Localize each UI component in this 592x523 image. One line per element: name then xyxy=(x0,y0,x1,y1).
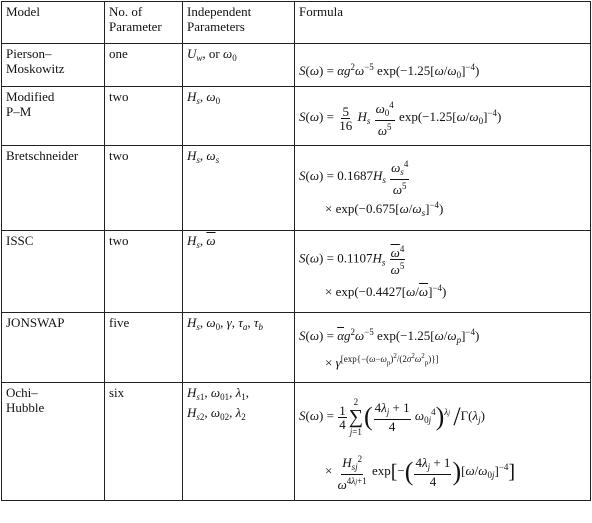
formula-bretschneider-line-2: × $\exp(-0.675[\omega/\omega_s]^{-4})$ xyxy=(325,200,444,218)
formula-cell xyxy=(295,231,591,313)
table-row xyxy=(2,87,591,146)
header-formula xyxy=(295,2,591,44)
params-cell xyxy=(183,383,295,501)
formula-cell xyxy=(295,44,591,87)
parameter-count: five xyxy=(109,315,130,330)
header-count-line-2: Parameter xyxy=(109,19,162,34)
model-cell xyxy=(2,313,105,383)
formula-bretschneider-line-1: $S(\omega) = 0.1687H_s$ $\frac{\omega_s^4}{\omega^5}$ xyxy=(299,159,409,197)
params-cell: $H_s$, $\overline{\omega}$ xyxy=(183,231,295,313)
header-formula-text: Formula xyxy=(299,4,344,19)
formula-cell xyxy=(295,146,591,231)
params-cell: $H_s$, $\omega_s$ xyxy=(183,146,295,231)
formula-jonswap-line-2: × γ[exp{−(ω−ωp)2/(2σ2ω2p)}] xyxy=(325,352,439,370)
model-name-line-2: Hubble xyxy=(6,400,45,415)
count-cell xyxy=(105,44,183,87)
table-row xyxy=(2,231,591,313)
formula-issc-line-1: $S(\omega) = 0.1107H_s$ $\frac{\overline{\omega}^4}{\omega^5}$ xyxy=(299,244,405,277)
table-row xyxy=(2,313,591,383)
parameter-count: one xyxy=(109,46,128,61)
params-cell: $U_w$, or $\omega_0$ xyxy=(183,44,295,87)
model-name-line-1: JONSWAP xyxy=(6,315,65,330)
header-model-text: Model xyxy=(6,4,40,19)
formula-cell xyxy=(295,87,591,146)
parameter-count: two xyxy=(109,89,129,104)
formula-modified-pm: S(ω) = $\frac{5}{16}$ $H_s$ $\frac{\omega_0^4}{\omega^5}$ $\exp(-1.25[\omega/\omega_0]^{-4})$ xyxy=(299,100,502,138)
header-model xyxy=(2,2,105,44)
model-name-line-2: Moskowitz xyxy=(6,61,65,76)
header-parameter-count xyxy=(105,2,183,44)
header-indep-line-1: Independent xyxy=(187,4,252,19)
formula-jonswap-line-1: $S(\omega) = \overline{\alpha}g^2\omega^{-5}$ $\exp(-1.25[\omega/\omega_p]^{-4})$ xyxy=(299,327,480,345)
params-cell: $H_s$, $\omega_0$ xyxy=(183,87,295,146)
params-line-2: $H_{s2}$, $\omega_{02}$, $\lambda_2$ xyxy=(187,405,246,422)
model-name-line-2: P–M xyxy=(6,104,32,119)
count-cell xyxy=(105,383,183,501)
count-cell xyxy=(105,231,183,313)
model-cell xyxy=(2,44,105,87)
table-row xyxy=(2,44,591,87)
table-header-row xyxy=(2,2,591,44)
wave-spectrum-table xyxy=(1,1,591,501)
formula-cell xyxy=(295,313,591,383)
params-cell: $H_s$, $\omega_0$, γ, $\tau_a$, $\tau_b$ xyxy=(183,313,295,383)
count-cell xyxy=(105,146,183,231)
model-name-line-1: Pierson– xyxy=(6,46,52,61)
model-cell xyxy=(2,383,105,501)
model-name-line-1: Ochi– xyxy=(6,385,38,400)
count-cell xyxy=(105,87,183,146)
header-indep-line-2: Parameters xyxy=(187,19,245,34)
parameter-count: two xyxy=(109,148,129,163)
formula-pm: $S(\omega) = \alpha g^2\omega^{-5}$ $\exp(-1.25[\omega/\omega_0]^{-4})$ xyxy=(299,62,480,80)
header-independent-parameters xyxy=(183,2,295,44)
model-name-line-1: ISSC xyxy=(6,233,34,248)
table-row xyxy=(2,146,591,231)
model-cell xyxy=(2,231,105,313)
params-line-1: $H_{s1}$, $\omega_{01}$, $\lambda_1$, xyxy=(187,385,249,402)
formula-ochi-hubble-line-1: S(ω) = $\frac{1}{4}$ 2 ∑ j=1 ( $\frac{4\lambda_j + 1}{4}$ $\omega_{0j}^4)^{\lambda j}$ $/\Gamma(\lambda_j)$ xyxy=(299,397,485,437)
formula-issc-line-2: × $\exp(-0.4427[\omega/\overline{\omega}]^{-4})$ xyxy=(325,283,447,299)
header-count-line-1: No. of xyxy=(109,4,143,19)
parameter-count: two xyxy=(109,233,129,248)
formula-ochi-hubble-line-2: × $H_{sj}^2$ $\omega^{4\lambda j+1}$ exp[−( $\frac{4\lambda_j + 1}{4}$ )$[\omega/\omega_{0j}]^{-4}$] xyxy=(325,454,516,492)
table-row xyxy=(2,383,591,501)
model-cell xyxy=(2,146,105,231)
count-cell xyxy=(105,313,183,383)
model-name-line-1: Bretschneider xyxy=(6,148,79,163)
model-name-line-1: Modified xyxy=(6,89,55,104)
formula-cell xyxy=(295,383,591,501)
model-cell xyxy=(2,87,105,146)
parameter-count: six xyxy=(109,385,125,400)
